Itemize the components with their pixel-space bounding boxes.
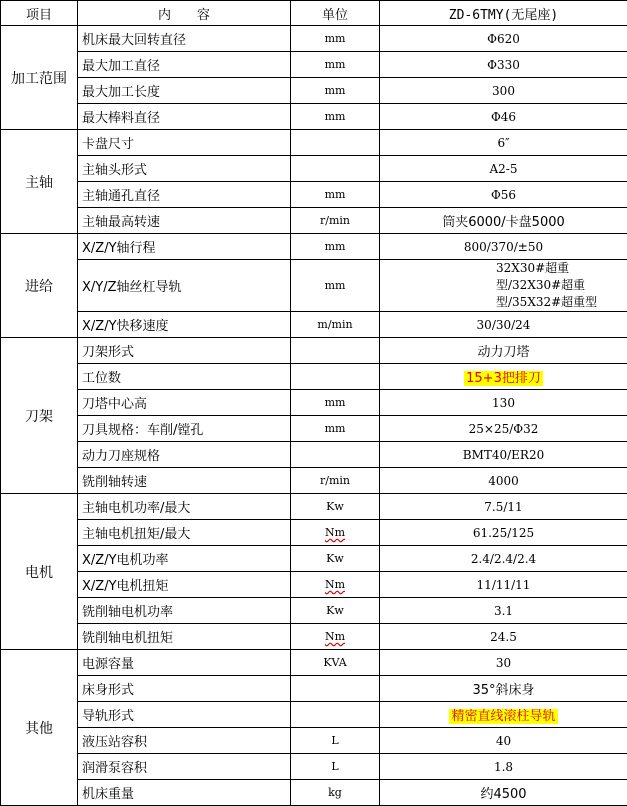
table-row [1,364,627,390]
row-item: 铣削轴电机扭矩 [78,624,291,650]
table-row [1,728,627,754]
row-item: X/Z/Y轴行程 [78,234,291,260]
row-value: Φ56 [380,182,627,208]
table-row [1,702,627,728]
row-value: 24.5 [380,624,627,650]
row-item: 床身形式 [78,676,291,702]
row-unit [291,338,380,364]
table-row [1,156,627,182]
row-item: 电源容量 [78,650,291,676]
table-row [1,338,627,364]
row-item: 铣削轴转速 [78,468,291,494]
table-row [1,598,627,624]
row-item: 最大加工直径 [78,52,291,78]
row-value: 6″ [380,130,627,156]
unit-text: Nm [325,526,345,539]
row-item: 刀具规格：车削/镗孔 [78,416,291,442]
row-item: 铣削轴电机功率 [78,598,291,624]
table-row [1,572,627,598]
table-row [1,546,627,572]
row-value: 约4500 [380,780,627,806]
row-value: 4000 [380,468,627,494]
table-row [1,208,627,234]
row-unit: mm [291,52,380,78]
table-row [1,78,627,104]
table-row [1,130,627,156]
unit-text: Nm [325,630,345,643]
table-row [1,182,627,208]
row-item: 主轴最高转速 [78,208,291,234]
row-unit: r/min [291,468,380,494]
row-item: 导轨形式 [78,702,291,728]
table-row [1,676,627,702]
row-unit: mm [291,104,380,130]
row-unit [291,520,380,546]
row-item: 液压站容积 [78,728,291,754]
row-value: Φ46 [380,104,627,130]
row-value [380,364,627,390]
table-row [1,468,627,494]
group-machining: 加工范围 [1,26,78,130]
group-spindle: 主轴 [1,130,78,234]
row-unit: Kw [291,494,380,520]
group-feed: 进给 [1,234,78,338]
row-unit [291,156,380,182]
row-unit [291,702,380,728]
row-item: X/Z/Y电机扭矩 [78,572,291,598]
group-motor: 电机 [1,494,78,650]
table-row [1,520,627,546]
row-item: 机床重量 [78,780,291,806]
row-item: 刀塔中心高 [78,390,291,416]
row-item: 最大加工长度 [78,78,291,104]
row-unit: r/min [291,208,380,234]
row-value: 300 [380,78,627,104]
row-unit: mm [291,416,380,442]
row-unit [291,572,380,598]
row-item: 刀架形式 [78,338,291,364]
row-unit: mm [291,26,380,52]
row-item: X/Z/Y快移速度 [78,312,291,338]
header-row [1,1,627,26]
table-row [1,260,627,312]
header-content: 内 容 [78,1,291,26]
table-row [1,52,627,78]
row-item: 机床最大回转直径 [78,26,291,52]
header-model: ZD-6TMY(无尾座) [380,1,627,26]
row-item: 主轴头形式 [78,156,291,182]
row-unit: L [291,728,380,754]
table-row [1,442,627,468]
header-unit: 单位 [291,1,380,26]
table-row [1,494,627,520]
row-item: 主轴通孔直径 [78,182,291,208]
row-value: BMT40/ER20 [380,442,627,468]
row-unit: mm [291,182,380,208]
group-turret: 刀架 [1,338,78,494]
row-value: Φ330 [380,52,627,78]
row-value: 30/30/24 [380,312,627,338]
row-item: 卡盘尺寸 [78,130,291,156]
row-item: X/Z/Y电机功率 [78,546,291,572]
row-value: 11/11/11 [380,572,627,598]
row-item: 主轴电机功率/最大 [78,494,291,520]
highlighted-value: 精密直线滚柱导轨 [449,709,557,724]
row-value: 7.5/11 [380,494,627,520]
row-unit: KVA [291,650,380,676]
row-value: 130 [380,390,627,416]
group-other: 其他 [1,650,78,806]
row-item: 润滑泵容积 [78,754,291,780]
row-value: 35°斜床身 [380,676,627,702]
row-value: 动力刀塔 [380,338,627,364]
row-unit [291,130,380,156]
row-value: 3.1 [380,598,627,624]
table-row [1,312,627,338]
row-unit [291,442,380,468]
row-unit: mm [291,234,380,260]
row-unit: mm [291,260,380,312]
row-unit [291,364,380,390]
row-item: 动力刀座规格 [78,442,291,468]
row-value: 30 [380,650,627,676]
table-row [1,416,627,442]
header-item: 项目 [1,1,78,26]
row-value: 2.4/2.4/2.4 [380,546,627,572]
row-unit: L [291,754,380,780]
table-row [1,390,627,416]
row-value: 筒夹6000/卡盘5000 [380,208,627,234]
row-item: 主轴电机扭矩/最大 [78,520,291,546]
row-item: 最大棒料直径 [78,104,291,130]
row-item: 工位数 [78,364,291,390]
table-row [1,104,627,130]
unit-text: Nm [325,578,345,591]
row-value: A2-5 [380,156,627,182]
row-unit: mm [291,78,380,104]
row-value: 800/370/±50 [380,234,627,260]
row-value: 61.25/125 [380,520,627,546]
highlighted-value: 15+3把排刀 [464,371,543,386]
table-row [1,234,627,260]
row-item: X/Y/Z轴丝杠导轨 [78,260,291,312]
row-unit: Kw [291,546,380,572]
table-row [1,754,627,780]
row-value: 40 [380,728,627,754]
table-row [1,624,627,650]
row-value: 25×25/Φ32 [380,416,627,442]
row-value: 32X30#超重型/32X30#超重型/35X32#超重型 [380,260,627,312]
table-row [1,650,627,676]
row-unit: m/min [291,312,380,338]
row-unit [291,624,380,650]
row-value [380,702,627,728]
row-value: Φ620 [380,26,627,52]
row-unit: mm [291,390,380,416]
row-unit: kg [291,780,380,806]
row-unit: Kw [291,598,380,624]
table-row [1,26,627,52]
row-unit [291,676,380,702]
row-value: 1.8 [380,754,627,780]
